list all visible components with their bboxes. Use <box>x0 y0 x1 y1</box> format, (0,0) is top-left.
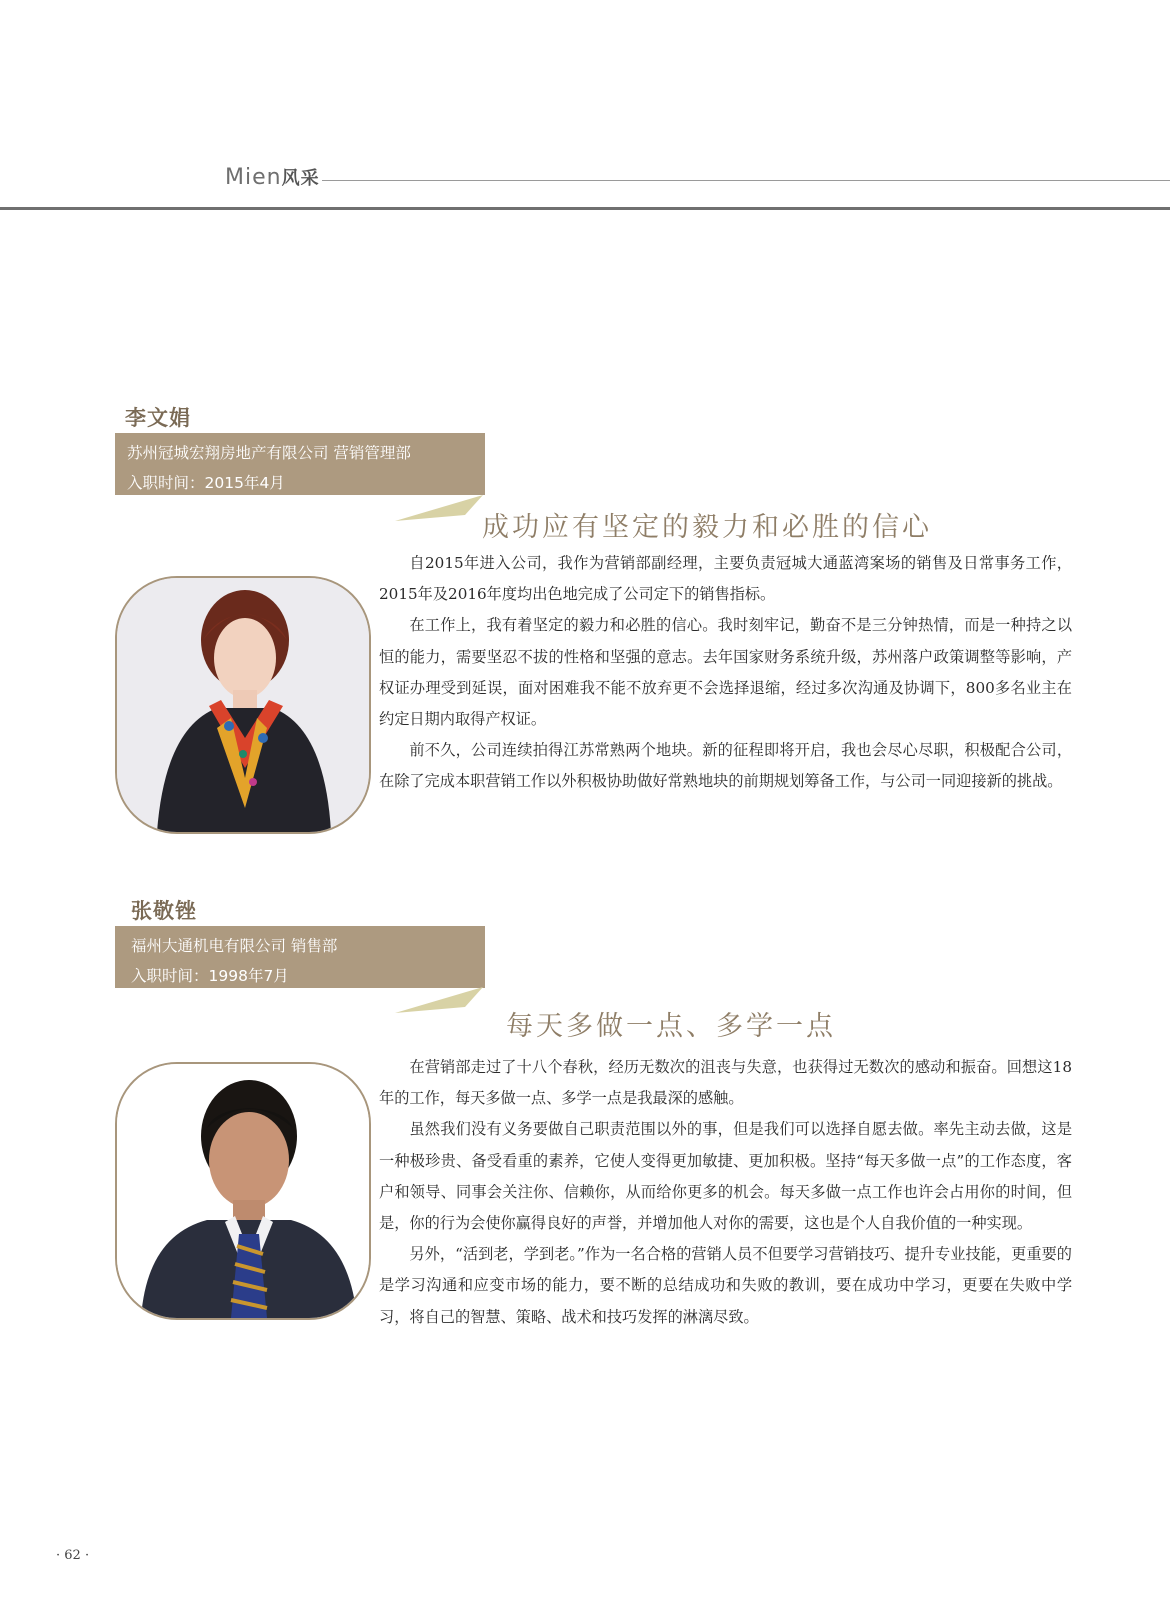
profile-headline: 每天多做一点、多学一点 <box>506 1011 836 1042</box>
section-header <box>225 164 320 190</box>
profile-name: 李文娟 <box>125 406 191 430</box>
article-paragraph: 在营销部走过了十八个春秋，经历无数次的沮丧与失意，也获得过无数次的感动和振奋。回想这18年的工作，每天多做一点、多学一点是我最深的感触。 <box>379 1058 1072 1108</box>
portrait-man-image <box>117 1064 369 1318</box>
profile-info-box <box>115 433 485 495</box>
article-paragraph: 另外，“活到老，学到老。”作为一名合格的营销人员不但要学习营销技巧、提升专业技能，更重要的是学习沟通和应变市场的能力，要不断的总结成功和失败的教训，要在成功中学习，更要在失败中学习，将自己的智慧、策略、战术和技巧发挥的淋漓尽致。 <box>379 1245 1072 1326</box>
join-date-line: 入职时间：2015年4月 <box>127 474 285 492</box>
profile-article <box>379 548 1072 798</box>
decorative-wedge <box>395 987 485 1015</box>
portrait-woman-image <box>117 578 369 832</box>
profile-headline: 成功应有坚定的毅力和必胜的信心 <box>482 512 932 543</box>
company-line: 福州大通机电有限公司 销售部 <box>131 937 338 955</box>
company-line: 苏州冠城宏翔房地产有限公司 营销管理部 <box>127 444 411 462</box>
section-header-latin: Mien <box>225 165 282 190</box>
article-paragraph: 前不久，公司连续拍得江苏常熟两个地块。新的征程即将开启，我也会尽心尽职，积极配合公司，在除了完成本职营销工作以外积极协助做好常熟地块的前期规划筹备工作，与公司一同迎接新的挑战。 <box>379 741 1072 791</box>
decorative-wedge <box>395 495 485 523</box>
profile-photo <box>115 1062 371 1320</box>
join-date-line: 入职时间：1998年7月 <box>131 967 289 985</box>
header-thick-rule <box>0 207 1170 210</box>
header-thin-rule <box>322 180 1170 181</box>
article-paragraph: 在工作上，我有着坚定的毅力和必胜的信心。我时刻牢记，勤奋不是三分钟热情，而是一种持之以恒的能力，需要坚忍不拔的性格和坚强的意志。去年国家财务系统升级，苏州落户政策调整等影响，产权证办理受到延误，面对困难我不能不放弃更不会选择退缩，经过多次沟通及协调下，800多名业主在约定日期内取得产权证。 <box>379 616 1072 729</box>
section-header-cn: 风采 <box>281 168 320 189</box>
profile-info-box <box>115 926 485 988</box>
page-number: · 62 · <box>56 1548 90 1563</box>
article-paragraph: 虽然我们没有义务要做自己职责范围以外的事，但是我们可以选择自愿去做。率先主动去做，这是一种极珍贵、备受看重的素养，它使人变得更加敏捷、更加积极。坚持“每天多做一点”的工作态度，客户和领导、同事会关注你、信赖你，从而给你更多的机会。每天多做一点工作也许会占用你的时间，但是，你的行为会使你赢得良好的声誉，并增加他人对你的需要，这也是个人自我价值的一种实现。 <box>379 1120 1072 1233</box>
profile-article <box>379 1052 1072 1333</box>
article-paragraph: 自2015年进入公司，我作为营销部副经理，主要负责冠城大通蓝湾案场的销售及日常事务工作，2015年及2016年度均出色地完成了公司定下的销售指标。 <box>379 554 1072 604</box>
profile-photo <box>115 576 371 834</box>
profile-name: 张敬锉 <box>131 899 197 923</box>
